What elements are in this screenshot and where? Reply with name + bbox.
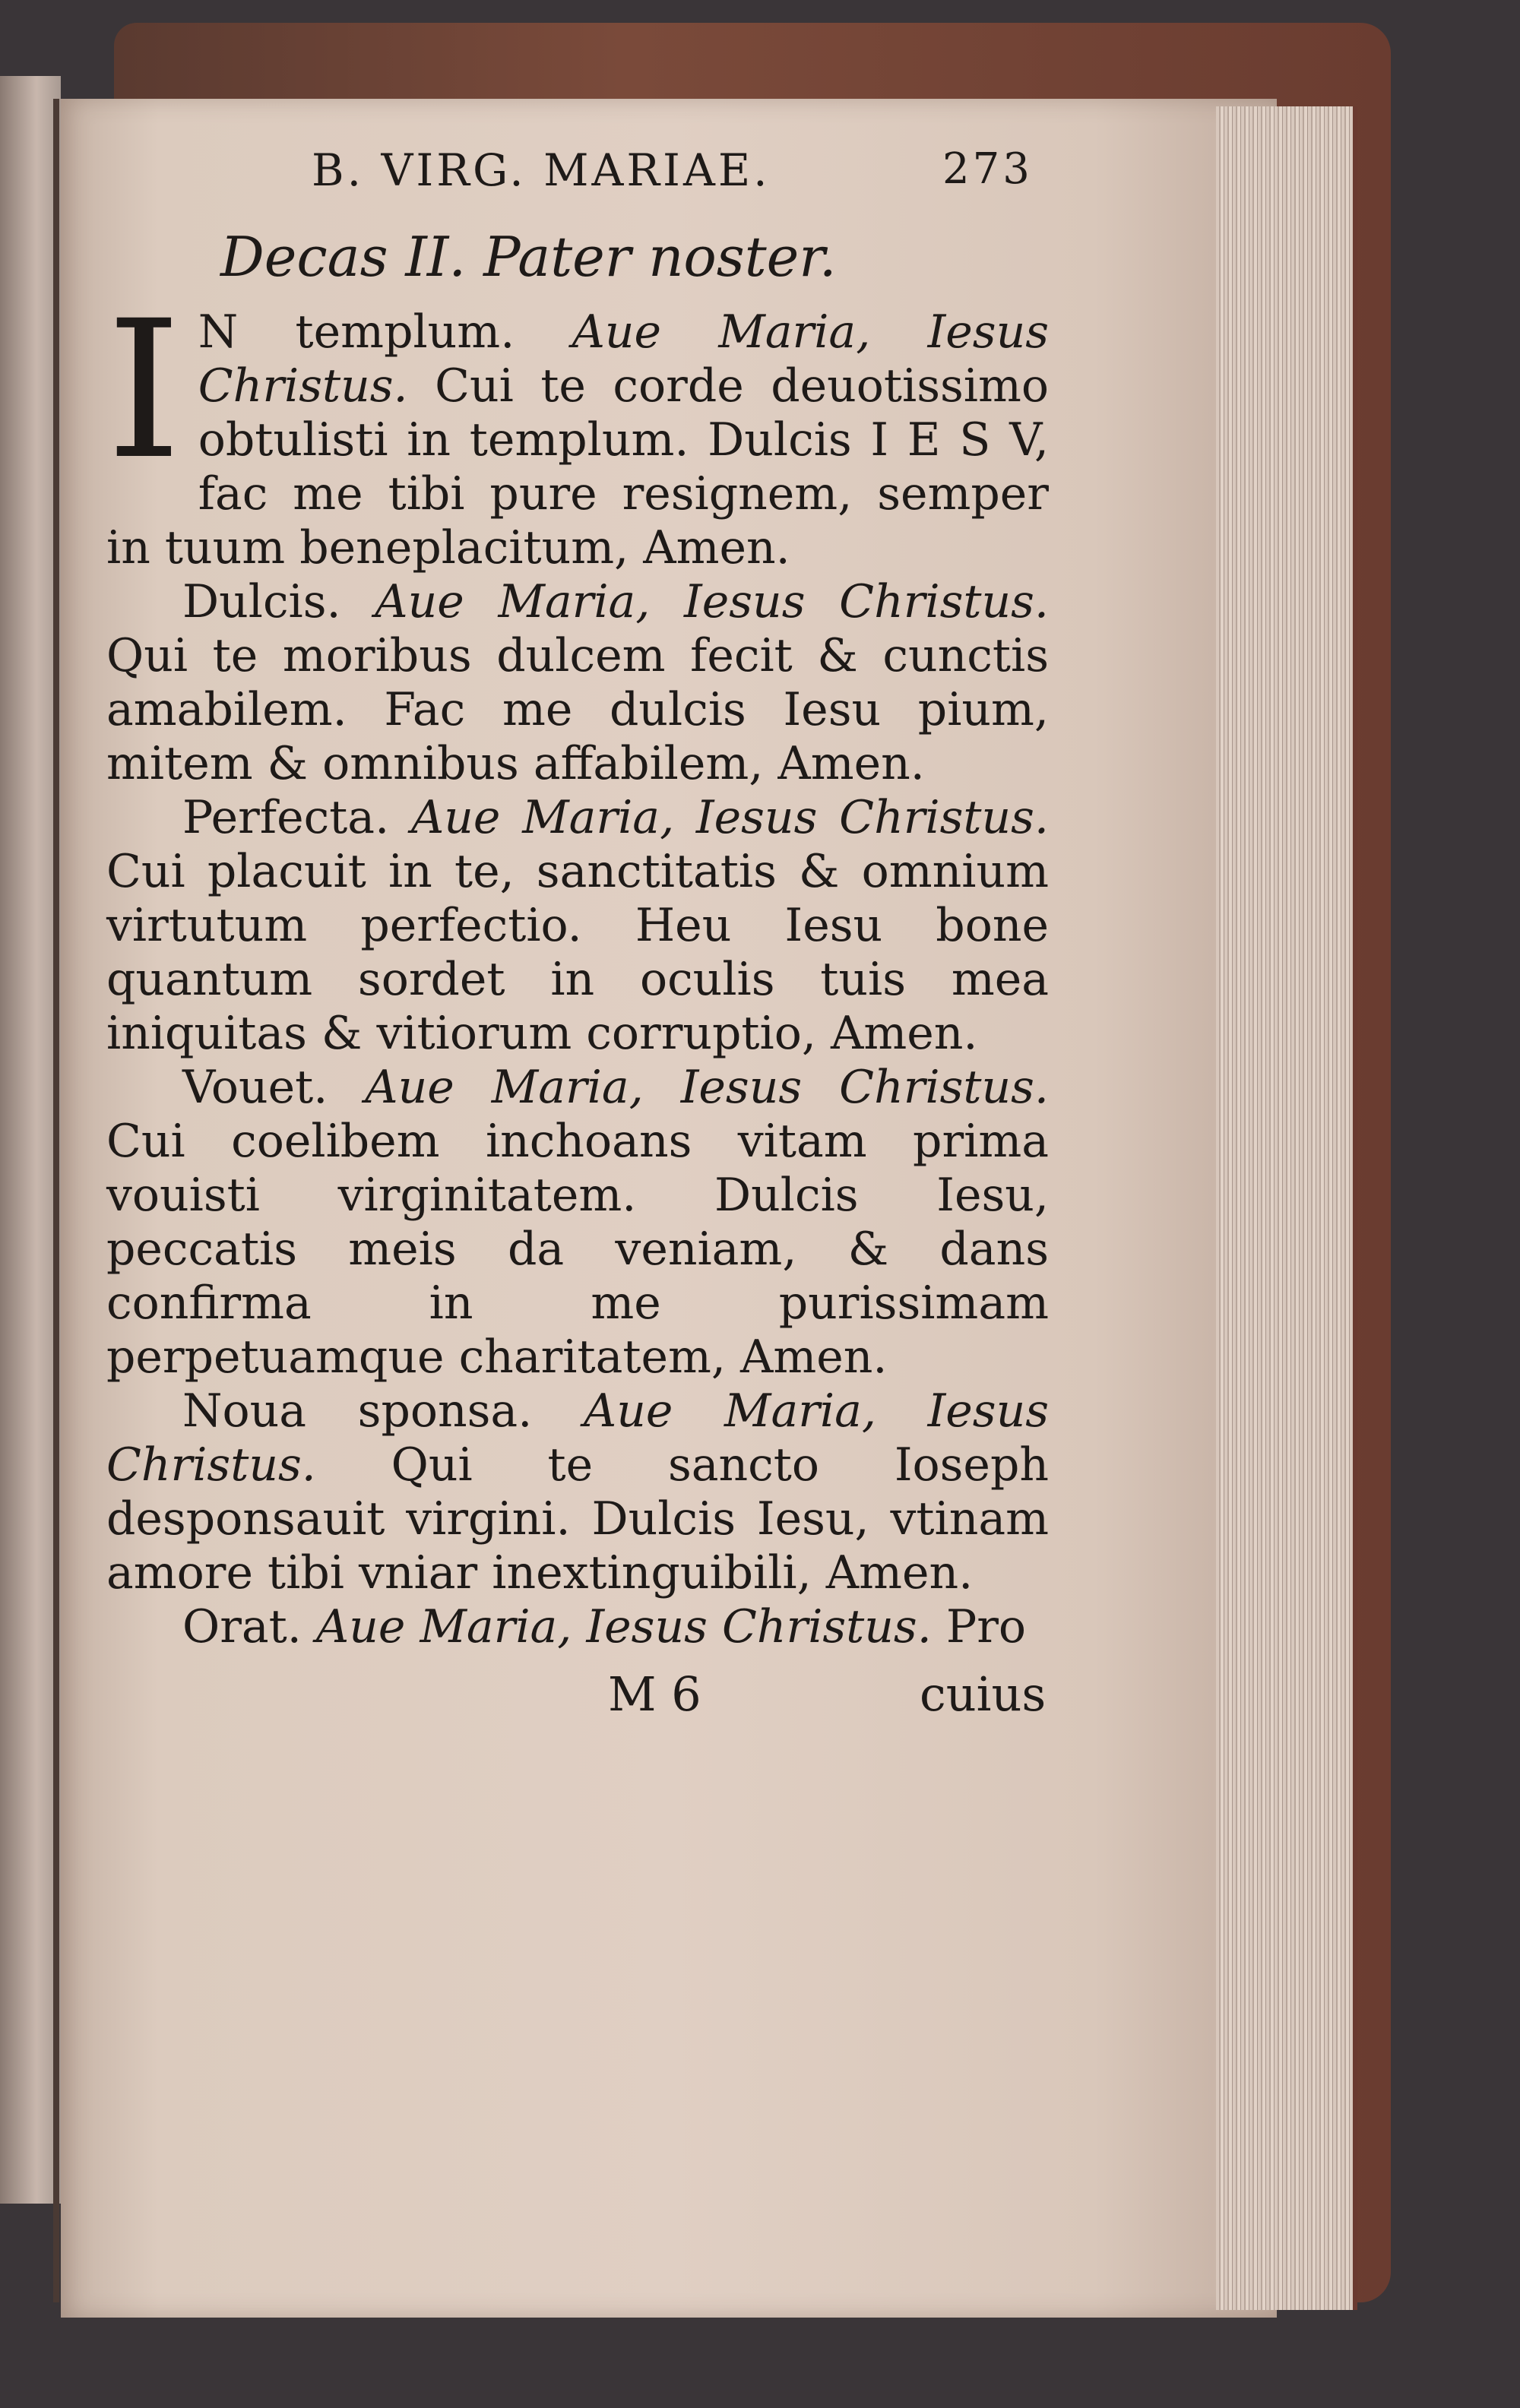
paragraph-6 xyxy=(106,1600,1049,1654)
paragraph-italic: Aue Maria, Iesus Christus. xyxy=(375,575,1049,628)
page-fore-edge xyxy=(1216,106,1357,2310)
paragraph-1 xyxy=(106,280,1049,575)
paragraph-italic: Aue Maria, Iesus Christus. xyxy=(315,1600,932,1653)
paragraph-text: Qui te sancto Ioseph desponsauit virgini. Dulcis Iesu, vtinam amore tibi vniar inextinguibili, Amen. xyxy=(106,1438,1049,1600)
paragraph-italic: Aue Maria, Iesus Christus. xyxy=(410,791,1049,844)
paragraph-4 xyxy=(106,1061,1049,1384)
paragraph-lead: Perfecta. xyxy=(182,791,411,844)
paragraph-2 xyxy=(106,575,1049,791)
paragraph-text: Qui te moribus dulcem fecit & cunctis amabilem. Fac me dulcis Iesu pium, mitem & omnibus affabilem, Amen. xyxy=(106,629,1049,790)
paragraph-lead: Orat. xyxy=(182,1600,316,1653)
running-head xyxy=(106,129,1049,213)
paragraph-text: Cui placuit in te, sanctitatis & omnium virtutum perfectio. Heu Iesu bone quantum sordet in oculis tuis mea iniquitas & vitiorum corruptio, Amen. xyxy=(106,845,1049,1060)
section-heading: Decas II. Pater noster. xyxy=(220,225,837,289)
gutter xyxy=(53,99,59,2302)
paragraph-lead: Vouet. xyxy=(182,1061,366,1114)
paragraph-italic: Aue Maria, Iesus Christus. xyxy=(198,305,1049,413)
paragraph-5 xyxy=(106,1384,1049,1600)
running-head-title: B. VIRG. MARIAE. xyxy=(312,144,771,196)
paragraph-text: Cui te corde deuotissimo obtulisti in templum. Dulcis I E S V, fac me tibi pure resignem, semper in tuum beneplacitum, Amen. xyxy=(106,359,1049,574)
paragraph-lead: N templum. xyxy=(198,305,572,359)
paragraph-lead: Noua sponsa. xyxy=(182,1384,584,1438)
paragraph-italic: Aue Maria, Iesus Christus. xyxy=(106,1384,1050,1492)
paragraph-text: Pro xyxy=(931,1600,1027,1653)
catchword: cuius xyxy=(920,1666,1047,1722)
paragraph-italic: Aue Maria, Iesus Christus. xyxy=(365,1061,1049,1114)
paragraph-3 xyxy=(106,791,1049,1061)
paragraph-lead: Dulcis. xyxy=(182,575,375,628)
signature-mark: M 6 xyxy=(608,1666,701,1722)
paragraph-text: Cui coelibem inchoans vitam prima vouisti virginitatem. Dulcis Iesu, peccatis meis da veniam, & dans confirma in me purissimam perpetuamque charitatem, Amen. xyxy=(106,1115,1049,1384)
page-text-block xyxy=(106,129,1049,1735)
page-number: 273 xyxy=(942,144,1033,194)
page-footer xyxy=(106,1666,1049,1735)
facing-page-edge xyxy=(0,76,61,2204)
drop-cap: I xyxy=(106,280,182,501)
